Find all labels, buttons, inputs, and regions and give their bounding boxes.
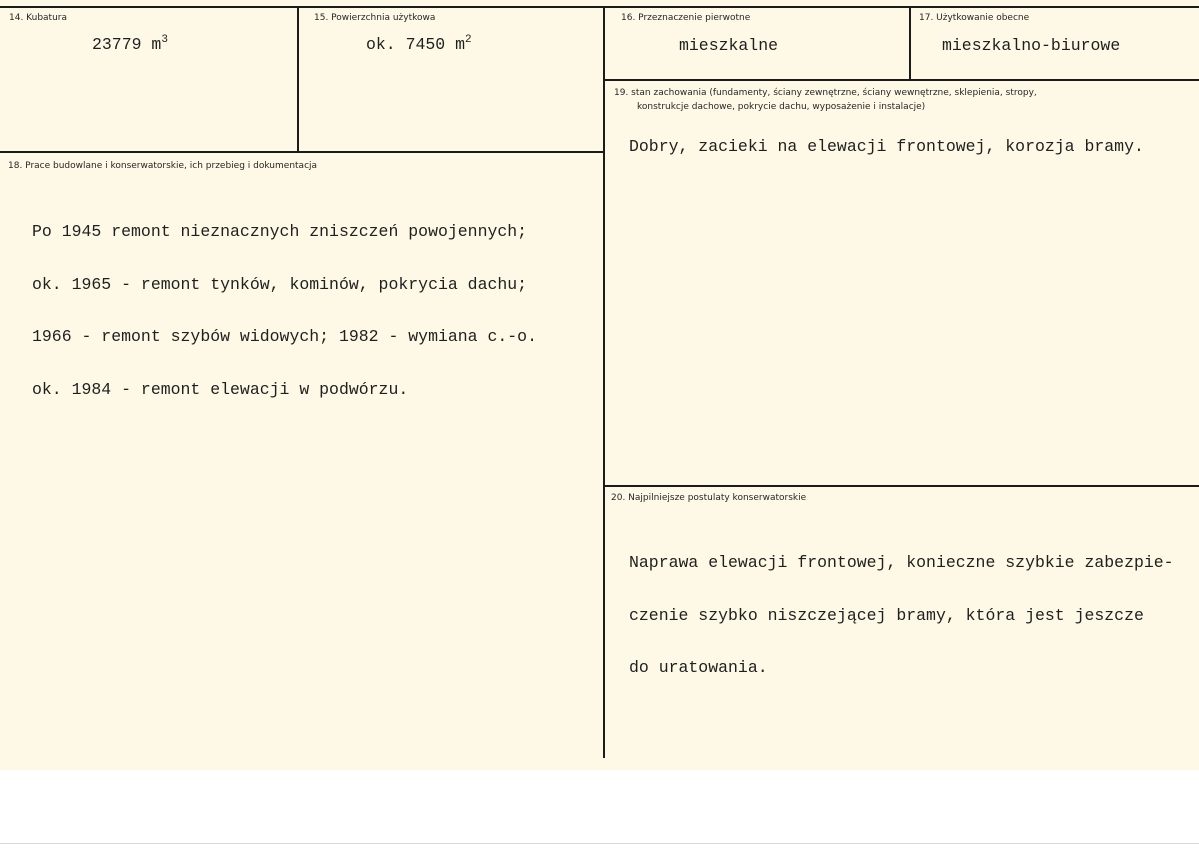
- field-14-value: [92, 35, 168, 54]
- field-18-line: 1966 - remont szybów widowych; 1982 - wymiana c.-o.: [32, 327, 537, 346]
- field-15-label: 15. Powierzchnia użytkowa: [314, 13, 436, 23]
- field-14-label: 14. Kubatura: [9, 13, 68, 23]
- field-15-superscript: 2: [465, 34, 472, 46]
- scan-margin: [0, 770, 1199, 851]
- field-20-line: do uratowania.: [629, 658, 768, 677]
- rule-above-20: [605, 485, 1199, 487]
- field-19-label-line1: 19. stan zachowania (fundamenty, ściany zewnętrzne, ściany wewnętrzne, sklepienia, stropy,: [614, 88, 1037, 98]
- scan-edge-line: [0, 843, 1199, 844]
- field-18-line: ok. 1984 - remont elewacji w podwórzu.: [32, 379, 409, 399]
- rule-under-14-15: [0, 151, 604, 153]
- field-14-number: 23779 m: [92, 35, 162, 54]
- field-15-number: ok. 7450 m: [366, 35, 466, 54]
- field-18-label: 18. Prace budowlane i konserwatorskie, ich przebieg i dokumentacja: [8, 161, 318, 171]
- field-14-superscript: 3: [161, 34, 168, 46]
- field-20-text: [629, 519, 1174, 712]
- field-20-label: 20. Najpilniejsze postulaty konserwatorskie: [611, 493, 807, 503]
- field-17-label: 17. Użytkowanie obecne: [919, 13, 1030, 23]
- field-18-text: [32, 188, 537, 433]
- field-16-value: mieszkalne: [679, 36, 779, 55]
- field-19-value: Dobry, zacieki na elewacji frontowej, korozja bramy.: [629, 137, 1144, 156]
- field-18-line: Po 1945 remont nieznacznych zniszczeń powojennych;: [32, 222, 528, 241]
- field-15-value: [366, 35, 472, 54]
- field-18-line: ok. 1965 - remont tynków, kominów, pokrycia dachu;: [32, 274, 528, 294]
- field-20-line: czenie szybko niszczejącej bramy, która jest jeszcze: [629, 605, 1144, 625]
- divider-16-17: [909, 8, 911, 80]
- divider-14-15: [297, 8, 299, 152]
- field-19-label-line2: konstrukcje dachowe, pokrycie dachu, wyposażenie i instalacje): [637, 102, 926, 112]
- field-20-line: Naprawa elewacji frontowej, konieczne szybkie zabezpie-: [629, 553, 1174, 572]
- top-border: [0, 6, 1199, 8]
- field-16-label: 16. Przeznaczenie pierwotne: [621, 13, 751, 23]
- rule-under-16-17: [605, 79, 1199, 81]
- divider-left-right: [603, 8, 605, 758]
- field-17-value: mieszkalno-biurowe: [942, 36, 1121, 55]
